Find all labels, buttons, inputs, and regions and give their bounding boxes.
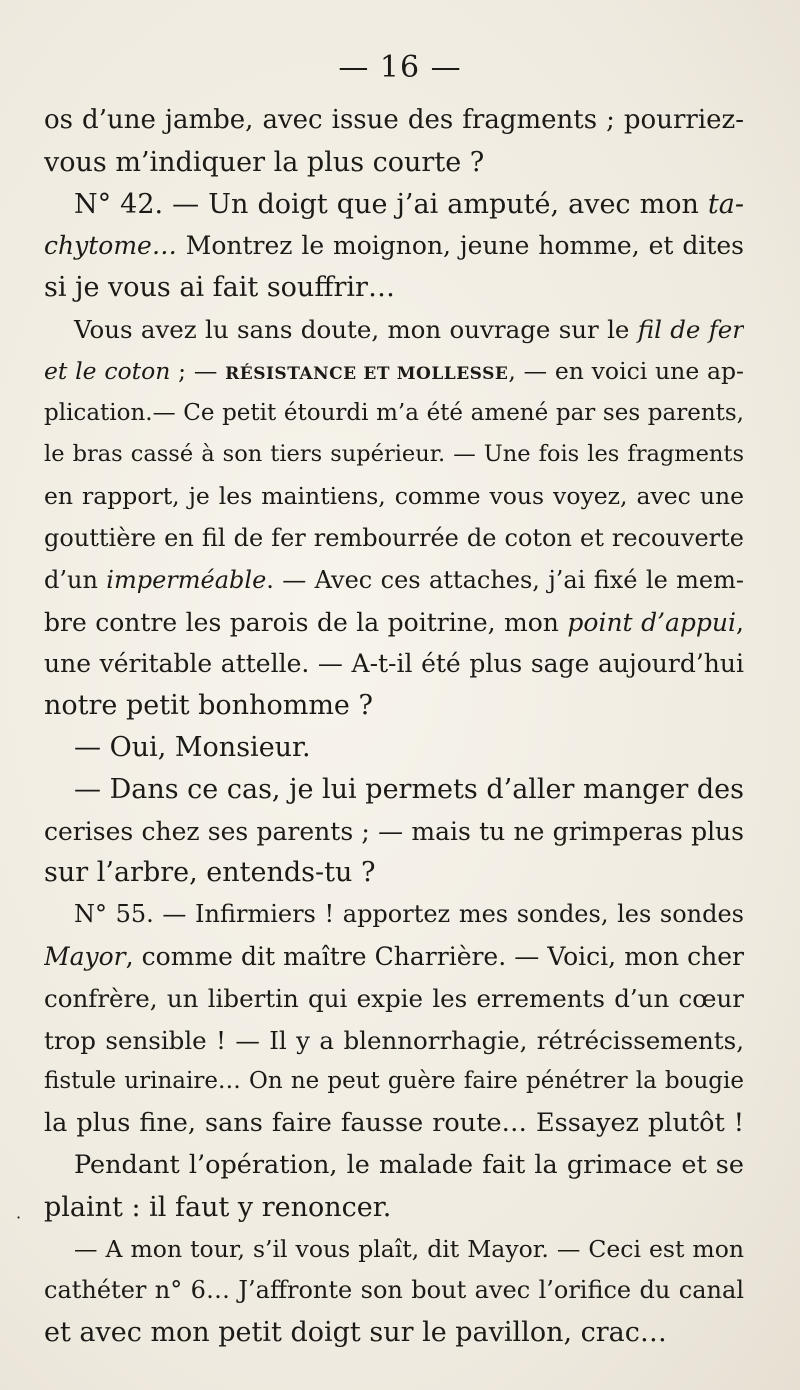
italic-run: ta- [707, 188, 744, 220]
text-line [44, 267, 744, 309]
text-run: sur l’arbre, entends-tu ? [44, 857, 376, 889]
text-line [44, 936, 744, 978]
text-line [44, 100, 744, 142]
text-line [44, 225, 744, 267]
text-run: Montrez le moignon, jeune homme, et dites [176, 231, 744, 261]
text-line [44, 978, 744, 1020]
text-run: une véritable attelle. — A-t-il été plus sage aujourd’hui [44, 649, 744, 679]
text-line [44, 1061, 744, 1103]
text-line [44, 518, 744, 560]
text-line [44, 1145, 744, 1187]
text-run: , [736, 607, 744, 637]
text-run: la plus fine, sans faire fausse route… Essayez plutôt ! [44, 1108, 744, 1139]
text-run: Pendant l’opération, le malade fait la grimace et se [74, 1149, 744, 1180]
text-line [44, 309, 744, 351]
italic-run: chytome… [44, 231, 177, 261]
text-run: plaint : il faut y renoncer. [44, 1191, 392, 1223]
page-number: — 16 — [338, 50, 462, 85]
text-run: — Dans ce cas, je lui permets d’aller manger des [74, 773, 744, 805]
text-run: , — en voici une ap- [508, 356, 744, 385]
text-line [44, 727, 744, 769]
text-line [44, 685, 744, 727]
margin-mark: · [16, 1208, 22, 1227]
text-line [44, 184, 744, 226]
text-run: si je vous ai fait souffrir… [44, 272, 395, 304]
text-run: trop sensible ! — Il y a blennorrhagie, rétrécissements, [44, 1025, 744, 1055]
text-line [44, 1187, 744, 1229]
text-line [44, 434, 744, 476]
text-run: vous m’indiquer la plus courte ? [44, 146, 485, 178]
text-line [44, 351, 744, 393]
text-line [44, 393, 744, 435]
italic-run: fil de fer [637, 314, 744, 344]
text-line [44, 560, 744, 602]
small-caps-run: RÉSISTANCE ET MOLLESSE [225, 363, 509, 384]
text-line [44, 1270, 744, 1312]
text-run: N° 55. — Infirmiers ! apportez mes sondes, les sondes [74, 900, 744, 929]
italic-run: imperméable [106, 565, 267, 594]
text-run: plication.— Ce petit étourdi m’a été amené par ses parents, [44, 399, 744, 426]
text-run: N° 42. — Un doigt que j’ai amputé, avec mon [74, 188, 708, 220]
text-run: le bras cassé à son tiers supérieur. — Une fois les fragments [44, 441, 744, 468]
text-line [44, 142, 744, 184]
text-line [44, 1312, 744, 1354]
italic-run: Mayor [44, 941, 126, 971]
text-run: Vous avez lu sans doute, mon ouvrage sur le [74, 314, 638, 344]
body-text [44, 100, 744, 1354]
text-run: confrère, un libertin qui expie les errements d’un cœur [44, 983, 744, 1013]
text-line [44, 1020, 744, 1062]
text-run: — Oui, Monsieur. [74, 731, 311, 763]
text-run: , comme dit maître Charrière. — Voici, mon cher [125, 941, 744, 971]
text-line [44, 476, 744, 518]
text-run: fistule urinaire… On ne peut guère faire pénétrer la bougie [44, 1068, 744, 1095]
text-run: gouttière en fil de fer rembourrée de coton et recouverte [44, 523, 744, 552]
text-run: — A mon tour, s’il vous plaît, dit Mayor. — Ceci est mon [74, 1234, 744, 1263]
text-run: d’un [44, 565, 107, 594]
text-line [44, 852, 744, 894]
text-line [44, 769, 744, 811]
text-run: en rapport, je les maintiens, comme vous voyez, avec une [44, 482, 744, 511]
text-line [44, 1229, 744, 1271]
text-run: bre contre les parois de la poitrine, mon [44, 607, 568, 637]
italic-run: et le coton [44, 356, 171, 385]
text-line [44, 894, 744, 936]
text-run: cathéter n° 6… J’affronte son bout avec l’orifice du canal [44, 1276, 744, 1305]
text-line [44, 811, 744, 853]
text-run: ; — [170, 356, 226, 385]
text-run: et avec mon petit doigt sur le pavillon, crac… [44, 1317, 667, 1349]
text-run: cerises chez ses parents ; — mais tu ne grimperas plus [44, 816, 744, 846]
italic-run: point d’appui [567, 607, 737, 637]
text-line [44, 602, 744, 644]
text-line [44, 643, 744, 685]
text-run: . — Avec ces attaches, j’ai fixé le mem- [266, 565, 744, 594]
text-line [44, 1103, 744, 1145]
text-run: os d’une jambe, avec issue des fragments ; pourriez- [44, 105, 744, 135]
text-run: notre petit bonhomme ? [44, 690, 373, 722]
